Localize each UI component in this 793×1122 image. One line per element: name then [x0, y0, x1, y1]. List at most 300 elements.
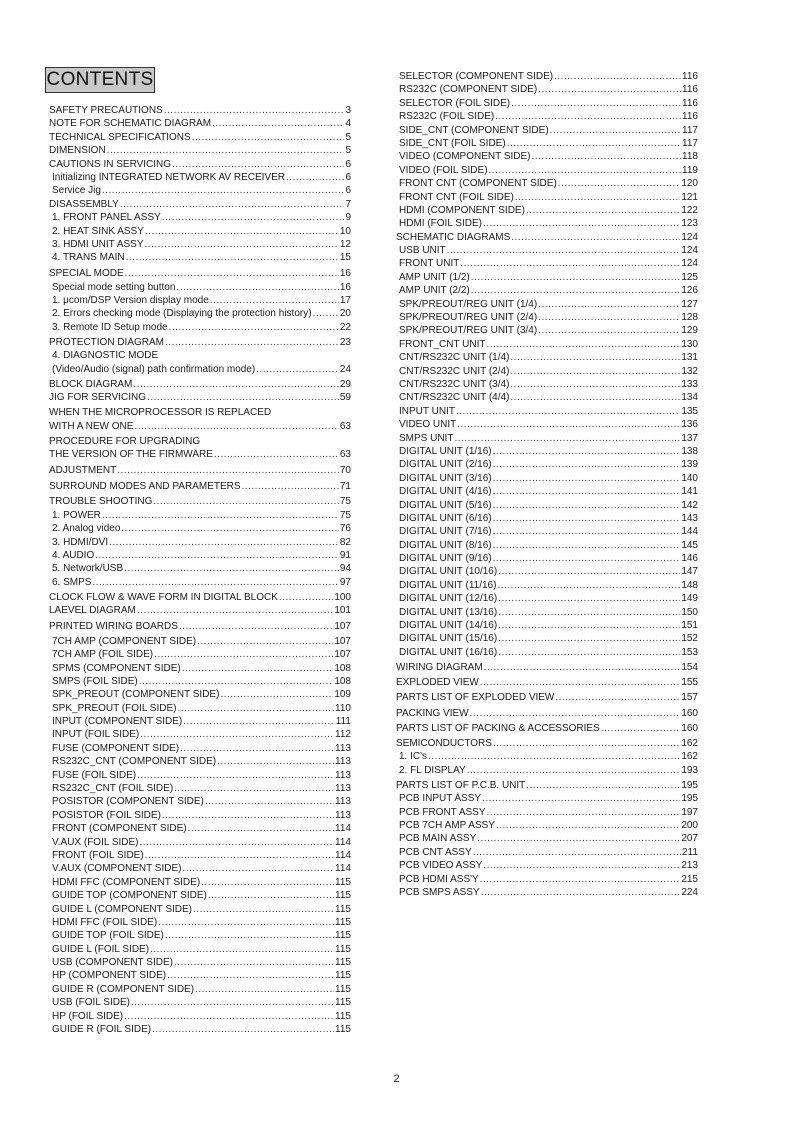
- toc-entry-label: 2. HEAT SINK ASSY: [52, 225, 144, 237]
- toc-entry[interactable]: [396, 71, 698, 84]
- toc-entry[interactable]: [396, 607, 698, 620]
- toc-entry-label: FRONT (COMPONENT SIDE): [52, 823, 187, 835]
- toc-entry-label: SPK/PREOUT/REG UNIT (3/4): [399, 325, 538, 337]
- toc-entry-page: 140: [681, 472, 698, 484]
- toc-entry-page: 160: [681, 722, 698, 734]
- toc-entry[interactable]: [49, 605, 351, 618]
- toc-entry-label: LAEVEL DIAGRAM: [49, 605, 136, 617]
- toc-entry[interactable]: [396, 151, 698, 164]
- toc-dot-leader: [496, 820, 680, 832]
- toc-entry-page: 116: [682, 71, 698, 82]
- toc-entry[interactable]: [396, 708, 698, 721]
- toc-entry[interactable]: [49, 364, 351, 377]
- toc-entry[interactable]: [396, 887, 698, 900]
- toc-entry[interactable]: [49, 252, 351, 265]
- toc-entry-page: 124: [681, 245, 698, 257]
- toc-entry[interactable]: [396, 111, 698, 124]
- toc-entry-page: 149: [681, 593, 698, 605]
- toc-entry[interactable]: [49, 1024, 351, 1037]
- toc-entry-label: FRONT UNIT: [399, 258, 460, 270]
- toc-dot-leader: [165, 337, 339, 349]
- toc-entry[interactable]: [396, 692, 698, 705]
- toc-entry[interactable]: [49, 676, 351, 689]
- toc-entry[interactable]: [49, 890, 351, 903]
- toc-entry[interactable]: [396, 513, 698, 526]
- toc-entry[interactable]: [396, 272, 698, 285]
- toc-entry-label: TROUBLE SHOOTING: [49, 496, 153, 508]
- toc-entry[interactable]: [49, 436, 351, 449]
- toc-entry-page: 137: [681, 432, 698, 444]
- toc-entry[interactable]: [396, 339, 698, 352]
- toc-entry-label: 1. FRONT PANEL ASSY: [52, 212, 161, 224]
- toc-dot-leader: [498, 607, 680, 619]
- toc-entry[interactable]: [396, 540, 698, 553]
- toc-dot-leader: [510, 352, 680, 364]
- toc-entry[interactable]: [49, 449, 351, 462]
- toc-dot-leader: [140, 837, 335, 849]
- toc-dot-leader: [279, 592, 333, 604]
- toc-entry[interactable]: [49, 592, 351, 605]
- toc-entry-page: 115: [335, 970, 351, 982]
- toc-dot-leader: [107, 145, 345, 157]
- toc-entry[interactable]: [49, 145, 351, 158]
- toc-entry[interactable]: [49, 118, 351, 131]
- toc-entry-label: FRONT_CNT UNIT: [399, 338, 486, 350]
- toc-entry-page: 16: [339, 281, 351, 293]
- toc-entry[interactable]: [396, 379, 698, 392]
- toc-entry[interactable]: [49, 850, 351, 863]
- toc-entry-page: 101: [334, 605, 351, 617]
- toc-entry-label: Initializing INTEGRATED NETWORK AV RECEIVER: [52, 171, 286, 183]
- toc-entry-page: 162: [681, 737, 698, 749]
- toc-entry-page: 115: [335, 930, 351, 942]
- toc-entry[interactable]: [396, 751, 698, 764]
- toc-entry[interactable]: [396, 232, 698, 245]
- toc-dot-leader: [193, 904, 334, 916]
- toc-entry-page: 136: [681, 419, 698, 431]
- toc-entry[interactable]: [396, 738, 698, 751]
- toc-dot-leader: [456, 406, 680, 418]
- toc-entry[interactable]: [396, 433, 698, 446]
- toc-entry[interactable]: [49, 770, 351, 783]
- toc-entry-page: 132: [681, 365, 698, 377]
- toc-entry[interactable]: [49, 837, 351, 850]
- toc-entry-page: 118: [682, 151, 698, 163]
- toc-entry[interactable]: [49, 185, 351, 198]
- toc-entry-page: 113: [335, 742, 351, 754]
- toc-dot-leader: [454, 433, 680, 445]
- toc-entry[interactable]: [396, 553, 698, 566]
- toc-entry[interactable]: [49, 649, 351, 662]
- toc-dot-leader: [121, 523, 338, 535]
- toc-entry[interactable]: [49, 663, 351, 676]
- toc-entry-label: DIGITAL UNIT (11/16): [399, 579, 497, 591]
- toc-entry-page: 6: [345, 158, 351, 170]
- toc-dot-leader: [511, 232, 680, 244]
- toc-entry[interactable]: [396, 138, 698, 151]
- toc-entry-label: 2. FL DISPLAY: [399, 764, 466, 776]
- toc-dot-leader: [165, 930, 334, 942]
- page-title: CONTENTS: [45, 67, 155, 93]
- toc-entry-page: 82: [339, 536, 351, 548]
- toc-dot-leader: [532, 151, 682, 163]
- toc-entry[interactable]: [49, 550, 351, 563]
- toc-entry-page: 126: [681, 285, 698, 297]
- toc-entry[interactable]: [396, 633, 698, 646]
- toc-entry[interactable]: [49, 904, 351, 917]
- toc-dot-leader: [134, 421, 338, 433]
- toc-entry[interactable]: [49, 132, 351, 145]
- toc-entry[interactable]: [49, 268, 351, 281]
- toc-entry[interactable]: [49, 621, 351, 634]
- toc-entry-label: PROCEDURE FOR UPGRADING: [49, 436, 201, 448]
- toc-entry-page: 29: [339, 378, 351, 390]
- toc-entry[interactable]: [396, 165, 698, 178]
- toc-dot-leader: [471, 285, 681, 297]
- toc-dot-leader: [558, 178, 681, 190]
- toc-entry-page: 146: [681, 553, 698, 565]
- toc-entry-label: PARTS LIST OF EXPLODED VIEW: [396, 692, 555, 704]
- toc-entry[interactable]: [49, 944, 351, 957]
- toc-entry-page: 195: [681, 793, 698, 805]
- toc-entry-page: 76: [339, 523, 351, 535]
- toc-dot-leader: [601, 723, 681, 735]
- toc-entry[interactable]: [49, 917, 351, 930]
- toc-entry-page: 97: [339, 576, 351, 588]
- toc-entry-label: RS232C_CNT (FOIL SIDE): [52, 783, 174, 795]
- toc-entry-page: 127: [681, 298, 698, 310]
- toc-entry-label: 6. SMPS: [52, 576, 92, 588]
- toc-entry[interactable]: [396, 446, 698, 459]
- toc-entry[interactable]: [49, 636, 351, 649]
- toc-entry[interactable]: [49, 465, 351, 478]
- toc-entry[interactable]: [396, 874, 698, 887]
- toc-entry-label: VIDEO (COMPONENT SIDE): [399, 151, 531, 163]
- toc-entry[interactable]: [49, 997, 351, 1010]
- toc-entry[interactable]: [49, 322, 351, 335]
- toc-entry[interactable]: [396, 847, 698, 860]
- toc-entry[interactable]: [49, 226, 351, 239]
- toc-dot-leader: [147, 392, 339, 404]
- toc-dot-leader: [162, 810, 334, 822]
- toc-entry-page: 211: [682, 846, 698, 858]
- toc-entry[interactable]: [396, 765, 698, 778]
- toc-entry-label: JIG FOR SERVICING: [49, 392, 147, 404]
- toc-entry[interactable]: [396, 392, 698, 405]
- toc-entry[interactable]: [396, 620, 698, 633]
- toc-entry[interactable]: [49, 877, 351, 890]
- toc-dot-leader: [467, 765, 681, 777]
- toc-dot-leader: [102, 510, 339, 522]
- toc-entry-label: CAUTIONS IN SERVICING: [49, 158, 172, 170]
- toc-entry[interactable]: [49, 510, 351, 523]
- toc-entry-page: 133: [681, 378, 698, 390]
- toc-entry-page: 113: [335, 756, 351, 768]
- toc-entry-page: 120: [681, 178, 698, 190]
- toc-dot-leader: [495, 111, 681, 123]
- toc-entry-label: PCB MAIN ASSY: [399, 833, 477, 845]
- toc-entry-page: 115: [335, 1024, 351, 1036]
- toc-dot-leader: [117, 465, 339, 477]
- toc-entry[interactable]: [49, 379, 351, 392]
- toc-dot-leader: [220, 689, 333, 701]
- toc-entry[interactable]: [396, 580, 698, 593]
- toc-entry[interactable]: [49, 308, 351, 321]
- toc-entry[interactable]: [49, 783, 351, 796]
- toc-dot-leader: [145, 226, 339, 238]
- toc-entry-label: RS232C (COMPONENT SIDE): [399, 84, 538, 96]
- toc-entry[interactable]: [396, 780, 698, 793]
- toc-entry-label: 5. Network/USB: [52, 563, 124, 575]
- toc-entry[interactable]: [49, 756, 351, 769]
- toc-dot-leader: [526, 205, 680, 217]
- toc-entry-page: 128: [681, 312, 698, 324]
- toc-dot-leader: [493, 446, 681, 458]
- toc-entry[interactable]: [49, 930, 351, 943]
- toc-right-column: [396, 71, 698, 900]
- toc-entry[interactable]: [396, 793, 698, 806]
- toc-entry[interactable]: [396, 125, 698, 138]
- toc-entry-label: PARTS LIST OF PACKING & ACCESSORIES: [396, 722, 600, 734]
- toc-entry[interactable]: [396, 285, 698, 298]
- toc-entry-label: DIGITAL UNIT (6/16): [399, 512, 492, 524]
- toc-entry-page: 107: [334, 635, 351, 647]
- toc-entry[interactable]: [49, 689, 351, 702]
- toc-dot-leader: [192, 132, 345, 144]
- toc-entry-label: PACKING VIEW: [396, 707, 469, 719]
- toc-entry[interactable]: [396, 677, 698, 690]
- toc-entry[interactable]: [396, 566, 698, 579]
- toc-entry-label: Special mode setting button: [52, 281, 176, 293]
- toc-entry-page: 113: [335, 809, 351, 821]
- toc-entry[interactable]: [49, 563, 351, 576]
- toc-entry[interactable]: [49, 172, 351, 185]
- toc-entry[interactable]: [396, 807, 698, 820]
- toc-dot-leader: [179, 621, 333, 633]
- toc-entry-label: WIRING DIAGRAM: [396, 661, 483, 673]
- toc-entry[interactable]: [49, 199, 351, 212]
- toc-entry-page: 114: [335, 849, 351, 861]
- toc-entry-label: HP (FOIL SIDE): [52, 1010, 124, 1022]
- toc-entry[interactable]: [49, 810, 351, 823]
- toc-entry-page: 144: [681, 526, 698, 538]
- toc-entry-page: 215: [681, 873, 698, 885]
- toc-entry[interactable]: [49, 577, 351, 590]
- toc-entry-page: 59: [339, 392, 351, 404]
- toc-entry[interactable]: [49, 729, 351, 742]
- toc-entry-page: 195: [681, 779, 698, 791]
- toc-entry-label: 3. Remote ID Setup mode: [52, 321, 168, 333]
- toc-entry-label: VIDEO UNIT: [399, 419, 457, 431]
- toc-entry-label: DIGITAL UNIT (13/16): [399, 606, 498, 618]
- toc-entry-label: GUIDE R (FOIL SIDE): [52, 1024, 152, 1036]
- toc-dot-leader: [182, 663, 334, 675]
- toc-entry[interactable]: [396, 192, 698, 205]
- toc-entry[interactable]: [396, 98, 698, 111]
- toc-entry-label: PCB VIDEO ASSY: [399, 860, 483, 872]
- toc-entry[interactable]: [49, 350, 351, 363]
- toc-dot-leader: [286, 172, 344, 184]
- toc-entry[interactable]: [49, 239, 351, 252]
- toc-entry-page: 114: [335, 863, 351, 875]
- toc-dot-leader: [473, 847, 681, 859]
- toc-entry[interactable]: [396, 647, 698, 660]
- toc-entry[interactable]: [49, 796, 351, 809]
- toc-entry[interactable]: [49, 957, 351, 970]
- toc-entry[interactable]: [396, 820, 698, 833]
- toc-dot-leader: [447, 245, 681, 257]
- toc-entry-label: POSISTOR (FOIL SIDE): [52, 809, 161, 821]
- toc-dot-leader: [493, 738, 680, 750]
- toc-entry-label: 7CH AMP (COMPONENT SIDE): [52, 635, 197, 647]
- toc-entry-label: GUIDE TOP (FOIL SIDE): [52, 930, 164, 942]
- toc-entry-page: 9: [345, 212, 351, 224]
- toc-dot-leader: [214, 449, 339, 461]
- toc-entry-label: 7CH AMP (FOIL SIDE): [52, 649, 154, 661]
- toc-entry-label: DISASSEMBLY: [49, 198, 119, 210]
- toc-dot-leader: [493, 459, 681, 471]
- toc-dot-leader: [212, 118, 344, 130]
- toc-entry[interactable]: [396, 459, 698, 472]
- toc-entry[interactable]: [396, 205, 698, 218]
- toc-dot-leader: [493, 526, 681, 538]
- toc-entry[interactable]: [396, 178, 698, 191]
- toc-entry-label: DIGITAL UNIT (15/16): [399, 633, 498, 645]
- toc-entry[interactable]: [396, 473, 698, 486]
- toc-entry[interactable]: [49, 212, 351, 225]
- toc-entry[interactable]: [396, 84, 698, 97]
- toc-entry[interactable]: [396, 500, 698, 513]
- toc-entry-page: 157: [681, 692, 698, 704]
- toc-entry[interactable]: [396, 258, 698, 271]
- toc-dot-leader: [150, 944, 334, 956]
- toc-entry-page: 114: [335, 836, 351, 848]
- toc-entry-label: DIGITAL UNIT (9/16): [399, 553, 492, 565]
- toc-entry[interactable]: [49, 496, 351, 509]
- toc-entry-page: 7: [345, 198, 351, 210]
- toc-entry-page: 117: [682, 137, 698, 149]
- toc-dot-leader: [162, 212, 345, 224]
- toc-entry-label: SURROUND MODES AND PARAMETERS: [49, 480, 241, 492]
- toc-entry[interactable]: [396, 312, 698, 325]
- toc-entry-label: HDMI FFC (COMPONENT SIDE): [52, 876, 201, 888]
- toc-entry-label: NOTE FOR SCHEMATIC DIAGRAM: [49, 118, 212, 130]
- toc-entry-label: HDMI (COMPONENT SIDE): [399, 204, 525, 216]
- toc-dot-leader: [120, 199, 345, 211]
- toc-entry[interactable]: [49, 159, 351, 172]
- toc-dot-leader: [126, 252, 339, 264]
- toc-entry[interactable]: [49, 823, 351, 836]
- toc-entry[interactable]: [49, 523, 351, 536]
- toc-dot-leader: [483, 860, 680, 872]
- toc-entry[interactable]: [396, 833, 698, 846]
- toc-entry[interactable]: [49, 984, 351, 997]
- toc-entry[interactable]: [396, 299, 698, 312]
- toc-entry[interactable]: [396, 406, 698, 419]
- toc-entry-label: DIGITAL UNIT (2/16): [399, 459, 492, 471]
- toc-entry-label: FRONT CNT (FOIL SIDE): [399, 191, 514, 203]
- toc-dot-leader: [493, 473, 681, 485]
- toc-entry[interactable]: [49, 743, 351, 756]
- toc-entry[interactable]: [49, 337, 351, 350]
- toc-entry-label: PCB FRONT ASSY: [399, 806, 486, 818]
- toc-entry[interactable]: [396, 419, 698, 432]
- toc-entry-label: 2. Errors checking mode (Displaying the protection history): [52, 308, 312, 320]
- toc-entry[interactable]: [396, 245, 698, 258]
- toc-entry[interactable]: [49, 407, 351, 420]
- toc-dot-leader: [538, 84, 681, 96]
- page-number: 2: [393, 1073, 400, 1085]
- toc-entry-page: 116: [682, 111, 698, 123]
- toc-entry[interactable]: [396, 366, 698, 379]
- toc-entry-label: DIGITAL UNIT (1/16): [399, 445, 492, 457]
- toc-entry[interactable]: [49, 282, 351, 295]
- toc-entry-label: PROTECTION DIAGRAM: [49, 336, 165, 348]
- toc-entry-label: DIGITAL UNIT (8/16): [399, 539, 492, 551]
- toc-entry-label: SIDE_CNT (COMPONENT SIDE): [399, 124, 549, 136]
- toc-dot-leader: [526, 780, 680, 792]
- toc-entry[interactable]: [396, 218, 698, 231]
- toc-dot-leader: [480, 677, 681, 689]
- toc-dot-leader: [487, 807, 681, 819]
- toc-entry[interactable]: [396, 860, 698, 873]
- toc-dot-leader: [145, 850, 334, 862]
- toc-entry-page: 153: [681, 646, 698, 658]
- toc-entry-page: 124: [681, 231, 698, 243]
- toc-entry[interactable]: [49, 105, 351, 118]
- toc-dot-leader: [498, 566, 680, 578]
- toc-entry-label: INPUT (FOIL SIDE): [52, 729, 140, 741]
- toc-dot-leader: [139, 676, 334, 688]
- toc-entry[interactable]: [396, 486, 698, 499]
- toc-entry[interactable]: [396, 526, 698, 539]
- toc-entry[interactable]: [396, 723, 698, 736]
- toc-entry[interactable]: [396, 662, 698, 675]
- toc-entry[interactable]: [396, 325, 698, 338]
- toc-entry-page: 70: [339, 464, 351, 476]
- toc-entry[interactable]: [49, 421, 351, 434]
- toc-entry-page: 107: [334, 649, 351, 661]
- toc-entry[interactable]: [49, 537, 351, 550]
- toc-dot-leader: [195, 984, 334, 996]
- toc-entry[interactable]: [49, 481, 351, 494]
- toc-entry-page: 111: [335, 716, 351, 728]
- toc-entry[interactable]: [49, 1011, 351, 1024]
- toc-entry-label: FUSE (FOIL SIDE): [52, 769, 137, 781]
- toc-entry-page: 142: [681, 499, 698, 511]
- toc-entry[interactable]: [49, 863, 351, 876]
- toc-entry-page: 145: [681, 539, 698, 551]
- toc-entry[interactable]: [396, 352, 698, 365]
- toc-entry[interactable]: [49, 703, 351, 716]
- toc-entry-page: 135: [681, 405, 698, 417]
- toc-entry-label: CNT/RS232C UNIT (2/4): [399, 365, 510, 377]
- toc-entry[interactable]: [49, 295, 351, 308]
- toc-entry[interactable]: [49, 970, 351, 983]
- toc-entry-page: 154: [681, 661, 698, 673]
- toc-entry-label: 1. IC's: [399, 751, 428, 763]
- toc-entry[interactable]: [49, 716, 351, 729]
- toc-dot-leader: [510, 379, 680, 391]
- toc-entry[interactable]: [396, 593, 698, 606]
- toc-entry-label: SPK/PREOUT/REG UNIT (1/4): [399, 298, 538, 310]
- toc-entry-label: GUIDE TOP (COMPONENT SIDE): [52, 890, 207, 902]
- toc-entry-label: 1. POWER: [52, 509, 101, 521]
- toc-entry[interactable]: [49, 392, 351, 405]
- toc-entry-page: 224: [681, 887, 698, 899]
- toc-entry-label: CLOCK FLOW & WAVE FORM IN DIGITAL BLOCK: [49, 591, 278, 603]
- toc-dot-leader: [217, 756, 334, 768]
